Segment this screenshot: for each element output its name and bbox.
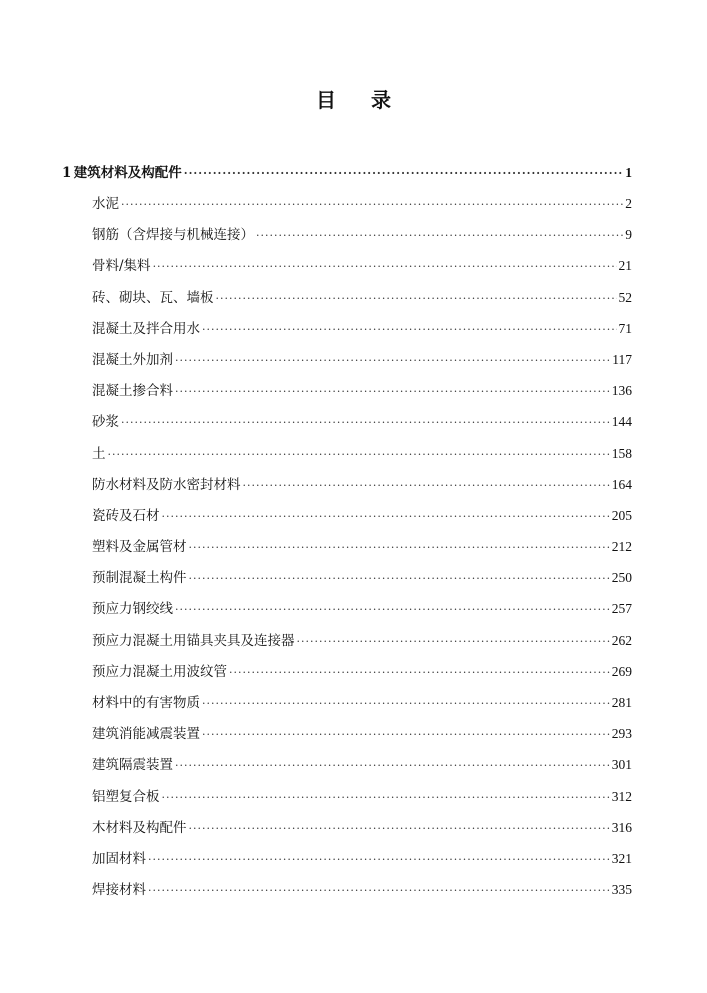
dot-leader xyxy=(189,532,610,563)
dot-leader xyxy=(175,594,610,625)
toc-entry-page: 117 xyxy=(612,351,632,367)
toc-entry[interactable] xyxy=(62,687,632,718)
toc-entry-page: 293 xyxy=(611,726,632,742)
dot-leader xyxy=(175,376,610,407)
dot-leader xyxy=(256,220,623,251)
toc-entry-label: 预应力钢绞线 xyxy=(92,601,173,618)
toc-entry[interactable] xyxy=(62,250,632,281)
toc-entry-page: 144 xyxy=(611,414,632,430)
toc-entry-label: 预应力混凝土用锚具夹具及连接器 xyxy=(92,632,295,649)
dot-leader xyxy=(202,719,610,750)
toc-entry-page: 250 xyxy=(611,570,632,586)
toc-entry-page: 316 xyxy=(611,819,632,835)
toc-entry[interactable] xyxy=(62,843,632,874)
table-of-contents xyxy=(62,159,632,905)
toc-entry[interactable] xyxy=(62,781,632,812)
toc-entry-page: 2 xyxy=(625,196,632,211)
toc-entry-page: 301 xyxy=(611,757,632,773)
toc-entry-label: 材料中的有害物质 xyxy=(92,695,200,711)
toc-entry-page: 262 xyxy=(611,632,632,648)
toc-entry-label: 建筑消能减震装置 xyxy=(92,726,200,743)
toc-entry-page: 71 xyxy=(618,320,632,336)
toc-entry[interactable] xyxy=(62,375,632,406)
toc-entry-label: 混凝土外加剂 xyxy=(92,351,173,368)
toc-entry[interactable] xyxy=(62,344,632,375)
dot-leader xyxy=(153,251,617,282)
toc-entry[interactable] xyxy=(62,625,632,656)
toc-entry[interactable] xyxy=(62,469,632,500)
toc-entry-label: 预制混凝土构件 xyxy=(92,570,187,587)
chapter-label: 建筑材料及构配件 xyxy=(73,165,182,181)
dot-leader xyxy=(189,563,610,594)
chapter-number: 1 xyxy=(62,165,72,181)
dot-leader xyxy=(202,688,610,719)
dot-leader xyxy=(189,813,610,844)
toc-entry-label: 瓷砖及石材 xyxy=(92,507,160,524)
toc-entry-label: 砖、砌块、瓦、墙板 xyxy=(92,289,214,306)
dot-leader xyxy=(297,626,610,657)
dot-leader xyxy=(175,345,610,376)
toc-entry-label: 防水材料及防水密封材料 xyxy=(92,476,241,493)
dot-leader xyxy=(108,439,610,470)
chapter-page-number: 1 xyxy=(625,165,632,180)
toc-entry[interactable] xyxy=(62,282,632,313)
toc-entry[interactable] xyxy=(62,438,632,469)
toc-entry[interactable] xyxy=(62,812,632,843)
toc-entry-label: 钢筋（含焊接与机械连接） xyxy=(92,227,254,244)
page-title: 目 录 xyxy=(316,88,405,112)
dot-leader xyxy=(202,314,617,345)
dot-leader xyxy=(162,501,610,532)
toc-entry-page: 9 xyxy=(625,227,632,243)
toc-entry-label: 混凝土掺合料 xyxy=(92,383,173,400)
toc-entry-page: 335 xyxy=(611,882,632,898)
toc-entry-label: 土 xyxy=(92,445,106,462)
toc-entry-page: 205 xyxy=(611,507,632,523)
toc-entry[interactable] xyxy=(62,531,632,562)
toc-entry-label: 骨料/集料 xyxy=(92,258,151,275)
toc-entry[interactable] xyxy=(62,313,632,344)
toc-entry-page: 164 xyxy=(611,476,632,492)
toc-entry[interactable] xyxy=(62,406,632,437)
dot-leader xyxy=(148,875,610,906)
dot-leader xyxy=(148,844,610,875)
toc-entry[interactable] xyxy=(62,188,632,219)
toc-entry-label: 建筑隔震装置 xyxy=(92,757,173,774)
dot-leader xyxy=(243,470,610,501)
dot-leader xyxy=(121,189,623,220)
dot-leader xyxy=(184,160,624,188)
toc-entry-label: 混凝土及拌合用水 xyxy=(92,320,200,337)
toc-entry-label: 木材料及构配件 xyxy=(92,819,187,836)
dot-leader xyxy=(216,283,617,314)
toc-entry-page: 312 xyxy=(611,788,632,804)
toc-chapter-row[interactable] xyxy=(62,159,632,187)
dot-leader xyxy=(229,657,610,688)
toc-entry-page: 21 xyxy=(618,258,632,274)
toc-entry-page: 269 xyxy=(611,663,632,679)
toc-entry-page: 257 xyxy=(611,601,632,617)
dot-leader xyxy=(162,782,610,813)
toc-entry-label: 塑料及金属管材 xyxy=(92,539,187,556)
toc-entry-page: 158 xyxy=(611,445,632,461)
dot-leader xyxy=(175,750,610,781)
toc-entry[interactable] xyxy=(62,656,632,687)
toc-entry[interactable] xyxy=(62,874,632,905)
toc-entry[interactable] xyxy=(62,718,632,749)
toc-entry-label: 水泥 xyxy=(92,196,119,212)
toc-entry-page: 136 xyxy=(611,383,632,399)
toc-entry-page: 52 xyxy=(618,289,632,305)
toc-entry-label: 焊接材料 xyxy=(92,882,146,899)
toc-entry-label: 加固材料 xyxy=(92,850,146,867)
toc-entry-page: 212 xyxy=(611,539,632,555)
toc-entry[interactable] xyxy=(62,749,632,780)
dot-leader xyxy=(121,407,610,438)
toc-entry-page: 321 xyxy=(611,850,632,866)
toc-entry-label: 预应力混凝土用波纹管 xyxy=(92,663,227,680)
toc-entry[interactable] xyxy=(62,219,632,250)
toc-entry-label: 铝塑复合板 xyxy=(92,788,160,805)
toc-entry[interactable] xyxy=(62,593,632,624)
toc-entry[interactable] xyxy=(62,562,632,593)
toc-entry-page: 281 xyxy=(611,695,632,710)
toc-entry-label: 砂浆 xyxy=(92,414,119,431)
toc-entry[interactable] xyxy=(62,500,632,531)
